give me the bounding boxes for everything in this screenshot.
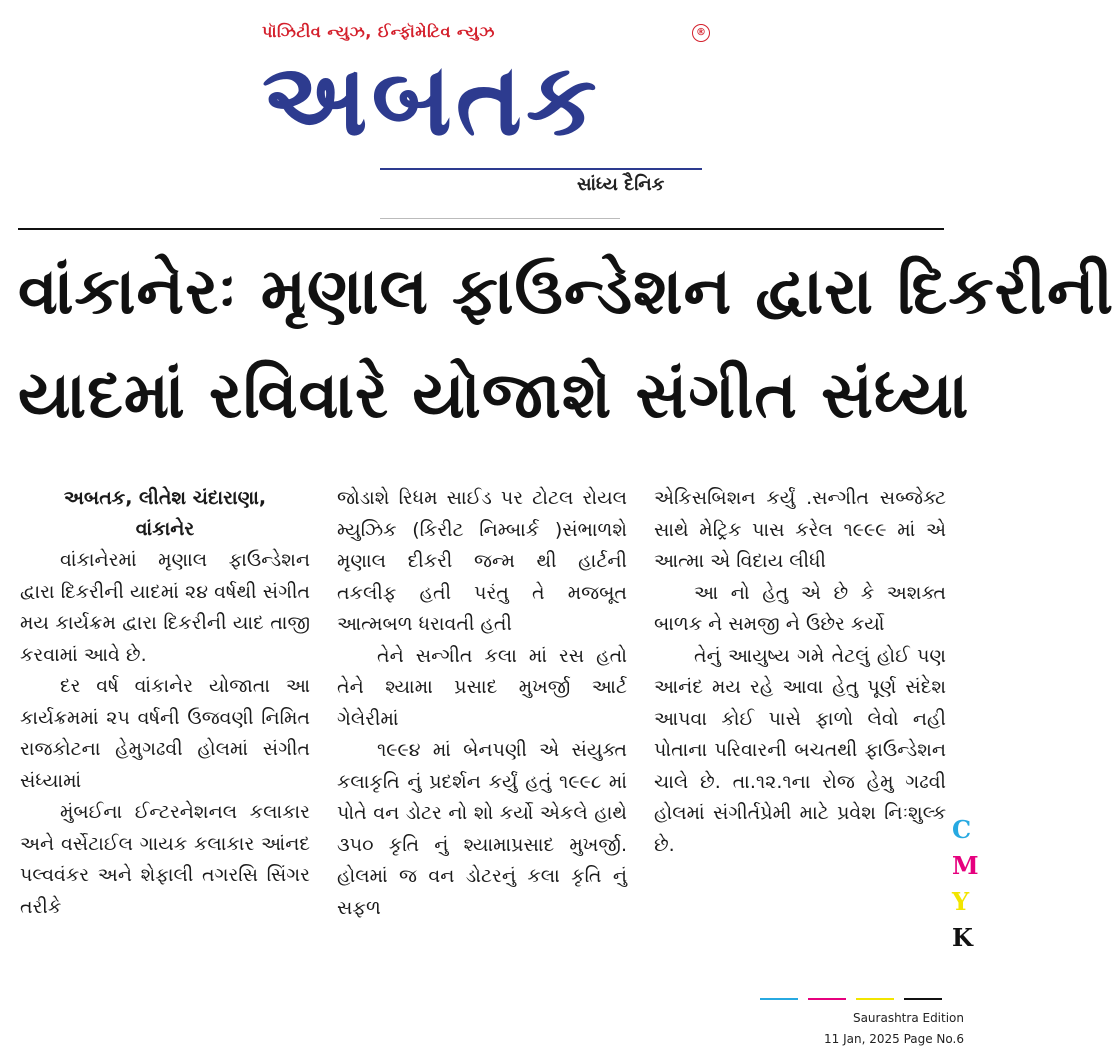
logo-underline [380,168,702,170]
paragraph: તેને સન્ગીત કલા માં રસ હતો તેને શ્યામા પ્રસાદ મુખર્જી આર્ટ ગેલેરીમાં [337,644,627,730]
paragraph: વાંકાનેરમાં મૃણાલ ફાઉન્ડેશન દ્વારા દિકરીની યાદમાં ૨૪ વર્ષથી સંગીત મય કાર્યક્રમ દ્વારા દિકરીની યાદ તાજી કરવામાં આવે છે. [20,549,310,666]
edition-name: Saurashtra Edition [852,1011,964,1025]
article-column-1 [20,483,310,923]
cmyk-k: K [952,923,973,952]
color-bar-yellow [856,998,894,1000]
paragraph: તેનું આયુષ્ય ગમે તેટલું હોઈ પણ આનંદ મય રહે આવા હેતુ પૂર્ણ સંદેશ આપવા કોઈ પાસે ફાળો લેવો નહી પોતાના પરિવારની બચતથી ફાઉન્ડેશન ચાલે છે. તા.૧૨.૧ના રોજ હેમુ ગઢવી હોલમાં સંગીર્તપ્રેમી માટે પ્રવેશ નિઃશુલ્ક છે. [654,644,946,856]
paragraph: એકિસબિશન કર્યું .સન્ગીત સબ્જેક્ટ સાથે મેટ્રિક પાસ કરેલ ૧૯૯૯ માં એ આત્મા એ વિદાય લીધી [654,487,946,572]
edition-info [780,1008,964,1050]
byline-line-2: વાંકાનેર [135,518,195,540]
cmyk-marks [952,812,979,956]
paragraph: આ નો હેતુ એ છે કે અશક્ત બાળક ને સમજી ને ઉછેર કર્યો [654,581,946,635]
cmyk-y: Y [952,887,970,916]
cmyk-m: M [952,851,979,880]
registered-mark-icon: ® [692,24,710,42]
paragraph: મુંબઈના ઈન્ટરનેશનલ કલાકાર અને વર્સેટાઈલ ગાયક કલાકાર આંનદ પલ્વવંકર અને શેફાલી તગરસિ સિંગર તરીકે [20,801,310,918]
cmyk-c: C [952,815,972,844]
masthead-divider [380,218,620,219]
headline-line-1: વાંકાનેરઃ મૃણાલ ફાઉન્ડેશન દ્વારા દિકરીની [18,255,1114,329]
paragraph: દર વર્ષ વાંકાનેર યોજાતા આ કાર્યક્રમમાં ૨૫ વર્ષની ઉજવણી નિમિત રાજકોટના હેમુગઢવી હોલમાં સંગીત સંધ્યામાં [20,675,310,792]
color-bar-cyan [760,998,798,1000]
article-column-3 [654,483,946,861]
masthead-tagline: પૉઝિટીવ ન્યુઝ, ઈન્ફૉમેટિવ ન્યુઝ [262,22,495,41]
newspaper-logo: અબતક [262,41,601,158]
color-bar-magenta [808,998,846,1000]
color-bar-black [904,998,942,1000]
article-headline [18,240,1114,448]
page-rule [18,228,944,230]
paragraph: ૧૯૯૪ માં બેનપણી એ સંયુક્ત કલાકૃતિ નું પ્રદર્શન કર્યું હતું ૧૯૯૮ માં પોતે વન ડોટર નો શો કર્યો એકલે હાથે ૩૫૦ કૃતિ નું શ્યામાપ્રસાદ મુખર્જી. હોલમાં જ વન ડોટરનું કલા કૃતિ નું સફળ [337,739,627,919]
headline-line-2: યાદમાં રવિવારે યોજાશે સંગીત સંધ્યા [18,359,970,433]
edition-date-page: 11 Jan, 2025 Page No.6 [824,1032,964,1046]
byline-line-1: અબતક, લીતેશ ચંદારાણા, [63,487,267,509]
paragraph: જોડાશે રિધમ સાઈડ પર ટોટલ રોયલ મ્યુઝિક (કિરીટ નિમ્બાર્ક )સંભાળશે મૃણાલ દીકરી જન્મ થી હાર્ટની તકલીફ હતી પરંતુ તે મજબૂત આત્મબળ ધરાવતી હતી [337,487,627,635]
article-column-2 [337,483,627,924]
masthead-subtitle: સાંધ્ય દૈનિક [577,174,665,195]
